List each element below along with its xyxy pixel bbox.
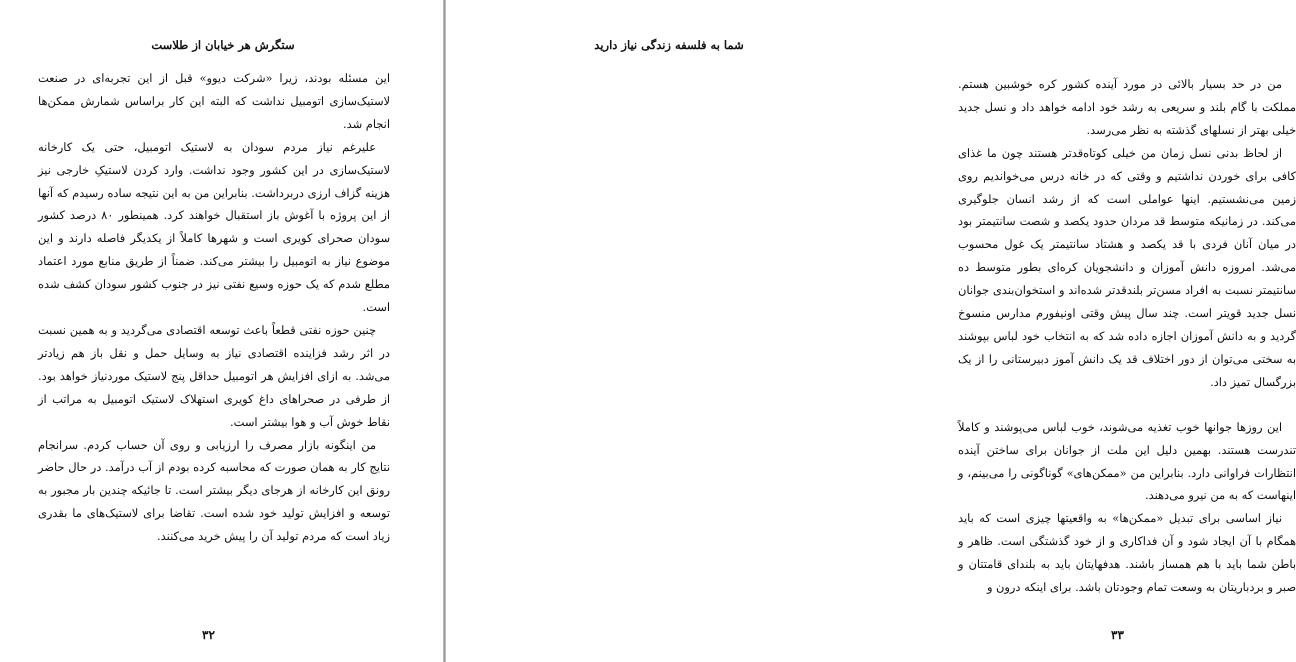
paragraph: نیاز اساسی برای تبدیل «ممکن‌ها» به واقعیتها چیزی است که باید همگام با آن ایجاد شود و آن فداکاری و از خود گذشتگی است. ظاهر و باطن شما باید با هم همساز باشند. هدفهایتان باید به بلندای قامتتان و صبر و بردباریتان به وسعت تمام وجودتان باشد. برای اینکه درون و xyxy=(958,511,1296,595)
right-page xyxy=(446,0,1296,662)
paragraph: من اینگونه بازار مصرف را ارزیابی و روی آن حساب کردم. سرانجام نتایج کار به همان صورت که محاسبه کرده بودم از آب درآمد. در حال حاضر رونق این کارخانه از هرجای دیگر بیشتر است. تا جائیکه چندین بار مجبور به توسعه و افزایش تولید خود شده است. تقاضا برای لاستیک‌های ما بقدری زیاد است که مردم تولید آن را پیش خرید می‌کنند. xyxy=(38,437,390,544)
page-number-right: ۳۳ xyxy=(1111,628,1124,642)
page-number-left: ۳۲ xyxy=(202,628,215,642)
paragraph: این روزها جوانها خوب تغذیه می‌شوند، خوب لباس می‌پوشند و کاملاً تندرست هستند. بهمین دلیل این ملت از جوانان برای ساختن آینده انتظارات فراوانی دارد. بنابراین من «ممکن‌های» گوناگونی را می‌بینم، و اینهاست که به من نیرو می‌دهند. xyxy=(958,419,1296,503)
running-header-right: شما به فلسفه زندگی نیاز دارید xyxy=(594,38,744,52)
body-text-left xyxy=(38,67,390,548)
running-header-left: ستگرش هر خیابان از طلاست xyxy=(151,38,295,52)
paragraph: من در حد بسیار بالائی در مورد آینده کشور کره خوشبین هستم. مملکت با گام بلند و سریعی به رشد خود ادامه خواهد داد و نسل جدید خیلی بهتر از نسلهای گذشته به نظر می‌رسد. xyxy=(958,77,1296,137)
paragraph: چنین حوزه نفتی قطعاً باعث توسعه اقتصادی می‌گردید و به همین نسبت در اثر رشد فزاینده اقتصادی نیاز به وسایل حمل و نقل باز هم زیادتر می‌شد. به ازای افزایش هر اتومبیل حداقل پنج لاستیک موردنیاز خواهد بود. از طرفی در صحراهای داغ کویری استهلاک لاستیک اتومبیل به مراتب از نقاط خوش آب و هوا بیشتر است. xyxy=(38,322,390,429)
left-page xyxy=(0,0,446,662)
paragraph: این مسئله بودند، زیرا «شرکت دیوو» قبل از این تجربه‌ای در صنعت لاستیک‌سازی اتومبیل نداشت که البته این کار براساس شمارش ممکن‌ها انجام شد. xyxy=(38,71,390,131)
paragraph: علیرغم نیاز مردم سودان به لاستیک اتومبیل، حتی یک کارخانه لاستیک‌سازی در این کشور وجود نداشت. وارد کردن لاستیکِ خارجی نیز هزینه گزاف ارزی دربرداشت. بنابراین من به این نتیجه ساده رسیدم که آنها از این پروژه با آغوش باز استقبال خواهند کرد. همینطور ۸۰ درصد کشور سودان صحرای کویری است و شهرها کاملاً از یکدیگر فاصله دارند و این موضوع نیاز به اتومبیل را بیشتر می‌کند. ضمناً از طریق منابع مورد اعتماد مطلع شدم که یک حوزه وسیع نفتی نیز در جنوب کشور سودان کشف شده است. xyxy=(38,139,390,315)
body-text-right xyxy=(958,73,1296,599)
paragraph: از لحاظ بدنی نسل زمان من خیلی کوتاه‌قدتر هستند چون ما غذای کافی برای خوردن نداشتیم و وقتی که در خانه درس می‌خواندیم روی زمین می‌نشستیم. اینها عواملی است که از رشد انسان جلوگیری می‌کند. در زمانیکه متوسط قد مردان حدود یکصد و شصت سانتیمتر بود در میان آنان فردی با قد یکصد و هشتاد سانتیمتر یک غول محسوب می‌شد. امروزه دانش آموزان و دانشجویان کره‌ای بطور متوسط ده سانتیمتر نسبت به افراد مسن‌تر بلندقدتر شده‌اند و استخوان‌بندی جوانان نسل جدید قویتر است. چند سال پیش وقتی اونیفورم مدارس منسوخ گردید و به دانش آموزان اجازه داده شد که به انتخاب خود لباس بپوشند به سختی می‌توان از دور اختلاف قد یک دانش آموز دبیرستانی را از یک بزرگسال تمیز داد. xyxy=(958,145,1296,389)
